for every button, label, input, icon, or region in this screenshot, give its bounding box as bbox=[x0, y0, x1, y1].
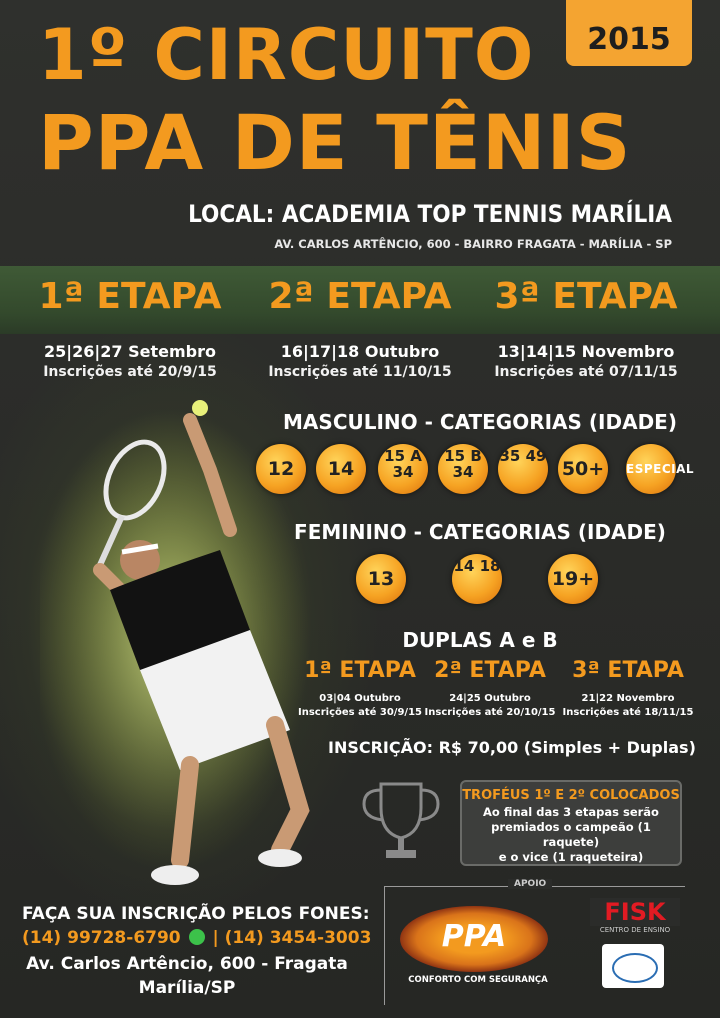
male-categories-heading: MASCULINO - CATEGORIAS (IDADE) bbox=[283, 410, 677, 434]
tennis-ball-icon bbox=[192, 400, 208, 416]
year-badge: 2015 bbox=[566, 0, 692, 66]
doubles-stage-2-dates bbox=[420, 692, 560, 720]
sponsors-label: APOIO bbox=[508, 879, 552, 889]
stage-3-date: 13|14|15 Novembro bbox=[497, 342, 675, 361]
male-category-ball: 15 A 34 bbox=[378, 444, 428, 494]
title-line-2: PPA DE TÊNIS bbox=[38, 98, 632, 187]
stage-3-label: 3ª ETAPA bbox=[494, 276, 678, 317]
female-category-ball: 19+ bbox=[548, 554, 598, 604]
fisk-logo: FISK bbox=[590, 898, 680, 926]
contact-phones bbox=[22, 928, 371, 948]
male-category-ball: 50+ bbox=[558, 444, 608, 494]
trophies-heading: TROFÉUS 1º E 2º COLOCADOS bbox=[462, 788, 680, 803]
female-categories-heading: FEMININO - CATEGORIAS (IDADE) bbox=[294, 520, 666, 544]
venue-name: LOCAL: ACADEMIA TOP TENNIS MARÍLIA bbox=[188, 200, 672, 228]
contact-address-line-2: Marília/SP bbox=[138, 978, 236, 998]
stage-3-deadline: Inscrições até 07/11/15 bbox=[494, 364, 678, 380]
ppa-slogan: CONFORTO COM SEGURANÇA bbox=[408, 975, 548, 985]
stage-3-dates bbox=[476, 342, 696, 382]
doubles-stage-2-label: 2ª ETAPA bbox=[434, 658, 546, 683]
doubles-stage-3-date: 21|22 Novembro bbox=[581, 693, 675, 704]
trophy-icon bbox=[356, 778, 446, 862]
stage-1-deadline: Inscrições até 20/9/15 bbox=[43, 364, 217, 380]
contact-address bbox=[22, 952, 352, 1000]
doubles-stage-1-date: 03|04 Outubro bbox=[319, 693, 401, 704]
stage-2-date: 16|17|18 Outubro bbox=[280, 342, 440, 361]
trophies-line-2: premiados o campeão (1 raquete) bbox=[491, 820, 651, 849]
doubles-stage-3-deadline: Inscrições até 18/11/15 bbox=[562, 707, 694, 718]
doubles-stage-3-dates bbox=[558, 692, 698, 720]
male-category-ball: 14 bbox=[316, 444, 366, 494]
venue-address: AV. CARLOS ARTÊNCIO, 600 - BAIRRO FRAGATA - MARÍLIA - SP bbox=[274, 237, 672, 251]
contact-address-line-1: Av. Carlos Artêncio, 600 - Fragata bbox=[26, 954, 348, 974]
title-line-1: 1º CIRCUITO bbox=[38, 14, 535, 96]
stage-1-label: 1ª ETAPA bbox=[38, 276, 222, 317]
contact-heading: FAÇA SUA INSCRIÇÃO PELOS FONES: bbox=[22, 904, 370, 924]
doubles-stage-3-label: 3ª ETAPA bbox=[572, 658, 684, 683]
male-category-ball: ESPECIAL bbox=[626, 444, 676, 494]
stage-2-deadline: Inscrições até 11/10/15 bbox=[268, 364, 452, 380]
phone-2[interactable]: | (14) 3454-3003 bbox=[212, 928, 372, 948]
stage-1-date: 25|26|27 Setembro bbox=[44, 342, 216, 361]
doubles-stage-1-dates bbox=[290, 692, 430, 720]
whatsapp-icon bbox=[189, 929, 205, 945]
doubles-stage-1-label: 1ª ETAPA bbox=[304, 658, 416, 683]
phone-1[interactable]: (14) 99728-6790 bbox=[22, 928, 181, 948]
doubles-stage-2-deadline: Inscrições até 20/10/15 bbox=[424, 707, 556, 718]
female-category-ball: 13 bbox=[356, 554, 406, 604]
ppa-logo: PPA bbox=[400, 906, 548, 972]
male-category-ball: 12 bbox=[256, 444, 306, 494]
trophies-line-3: e o vice (1 raqueteira) bbox=[498, 850, 644, 864]
stage-2-label: 2ª ETAPA bbox=[268, 276, 452, 317]
stage-1-dates bbox=[20, 342, 240, 382]
female-category-ball: 14 18 bbox=[452, 554, 502, 604]
doubles-stage-1-deadline: Inscrições até 30/9/15 bbox=[298, 707, 422, 718]
doubles-heading: DUPLAS A e B bbox=[402, 628, 558, 652]
trophies-line-1: Ao final das 3 etapas serão bbox=[483, 805, 659, 819]
stage-2-dates bbox=[250, 342, 470, 382]
trophies-box bbox=[460, 780, 682, 866]
fisk-subtitle: CENTRO DE ENSINO bbox=[599, 926, 671, 934]
fisk-badge-logo bbox=[602, 944, 664, 988]
doubles-stage-2-date: 24|25 Outubro bbox=[449, 693, 531, 704]
male-category-ball: 15 B 34 bbox=[438, 444, 488, 494]
male-category-ball: 35 49 bbox=[498, 444, 548, 494]
registration-fee: INSCRIÇÃO: R$ 70,00 (Simples + Duplas) bbox=[328, 738, 696, 757]
